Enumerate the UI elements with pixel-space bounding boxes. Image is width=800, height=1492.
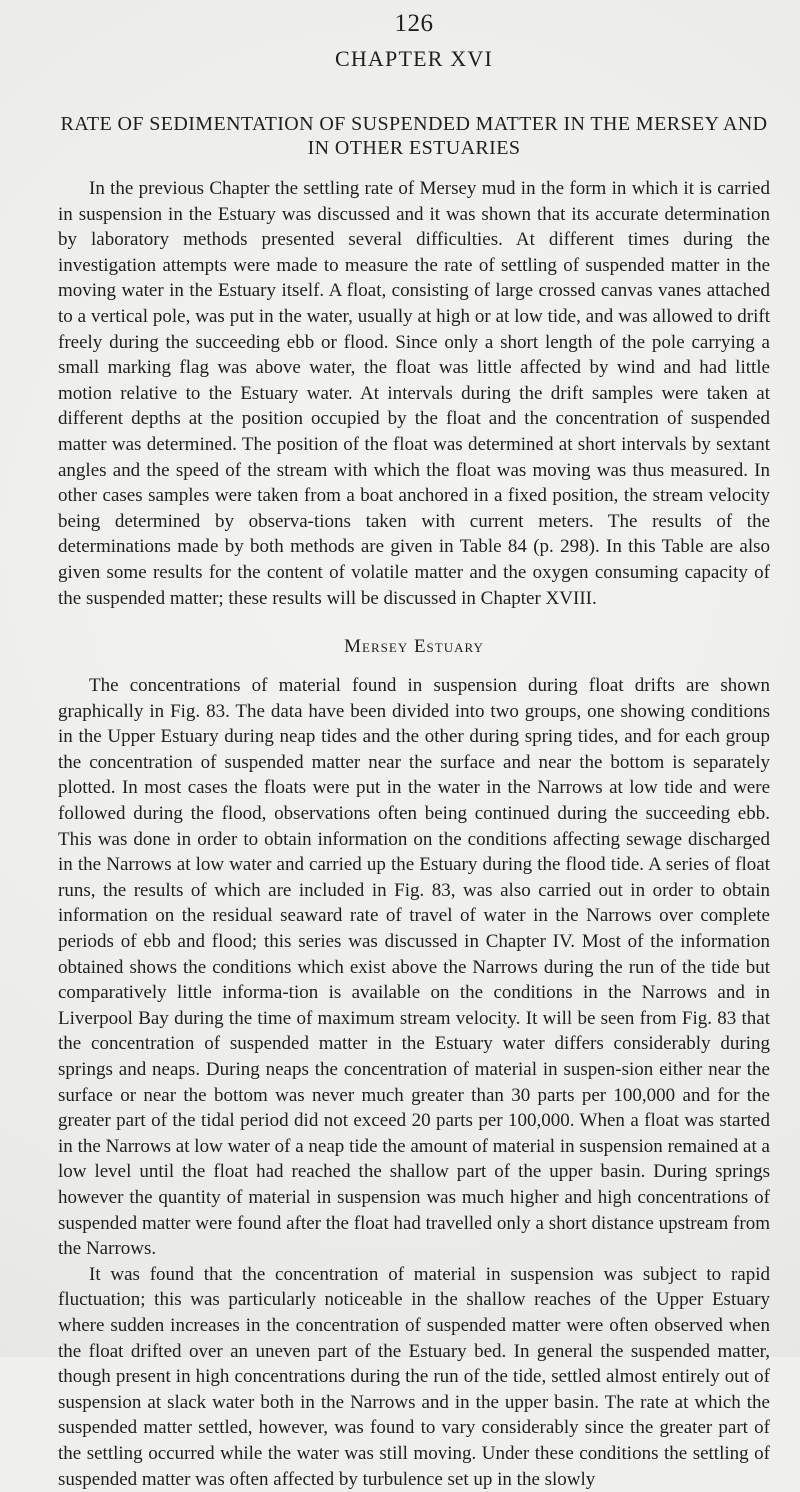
section-heading: Mersey Estuary [344,636,484,658]
section-paragraph: The concentrations of material found in suspension during float drifts are shown graphically in Fig. 83. The data have been divided into two groups, one showing conditions in the Upper Estuary during neap tides and the other during spring tides, and for each group the concentration of suspended matter near the surface and near the bottom is separately plotted. In most cases the floats were put in the water in the Narrows at low tide and were followed during the flood, observations often being continued during the succeeding ebb. This was done in order to obtain information on the conditions affecting sewage discharged in the Narrows at low water and carried up the Estuary during the flood tide. A series of float runs, the results of which are included in Fig. 83, was also carried out in order to obtain information on the residual seaward rate of travel of water in the Narrows over complete periods of ebb and flood; this series was discussed in Chapter IV. Most of the information obtained shows the conditions which exist above the Narrows during the run of the tide but comparatively little informa-tion is available on the conditions in the Narrows and in Liverpool Bay during the time of maximum stream velocity. It will be seen from Fig. 83 that the concentration of suspended matter in the Estuary water differs considerably during springs and neaps. During neaps the concentration of material in suspen-sion either near the surface or near the bottom was never much greater than 30 parts per 100,000 and for the greater part of the tidal period did not exceed 20 parts per 100,000. When a float was started in the Narrows at low water of a neap tide the amount of material in suspension remained at a low level until the float had reached the shallow part of the upper basin. During springs however the quantity of material in suspension was much higher and high concentrations of suspended matter were found after the float had travelled only a short distance upstream from the Narrows. [58,675,770,1260]
chapter-heading: CHAPTER XVI [334,46,494,71]
section-paragraph: It was found that the concentration of material in suspension was subject to rapid fluctuation; this was particularly noticeable in the shallow reaches of the Upper Estuary where sudden increases in the concentration of suspended matter were often observed when the float drifted over an uneven part of the Estuary bed. In general the suspended matter, though present in high concentrations during the run of the tide, settled almost entirely out of suspension at slack water both in the Narrows and in the upper basin. The rate at which the suspended matter settled, however, was found to vary considerably since the greater part of the settling occurred while the water was still moving. Under these conditions the settling of suspended matter was often affected by turbulence set up in the slowly [58,1263,770,1490]
page-number: 126 [394,10,434,37]
intro-paragraph: In the previous Chapter the settling rate of Mersey mud in the form in which it is carried in suspension in the Estuary was discussed and it was shown that its accurate determination by laboratory methods presented several difficulties. At different times during the investigation attempts were made to measure the rate of settling of suspended matter in the moving water in the Estuary itself. A float, consisting of large crossed canvas vanes attached to a vertical pole, was put in the water, usually at high or at low tide, and was allowed to drift freely during the succeeding ebb or flood. Since only a short length of the pole carrying a small marking flag was above water, the float was little affected by wind and had little motion relative to the Estuary water. At intervals during the drift samples were taken at different depths at the position occupied by the float and the concentration of suspended matter was determined. The position of the float was determined at short intervals by sextant angles and the speed of the stream with which the float was moving was thus measured. In other cases samples were taken from a boat anchored in a fixed position, the stream velocity being determined by observa-tions taken with current meters. The results of the determinations made by both methods are given in Table 84 (p. 298). In this Table are also given some results for the content of volatile matter and the oxygen consuming capacity of the suspended matter; these results will be discussed in Chapter XVIII. [58,178,770,609]
page-content [58,8,770,1492]
chapter-title: RATE OF SEDIMENTATION OF SUSPENDED MATTER IN THE MERSEY AND IN OTHER ESTUARIES [60,113,768,159]
